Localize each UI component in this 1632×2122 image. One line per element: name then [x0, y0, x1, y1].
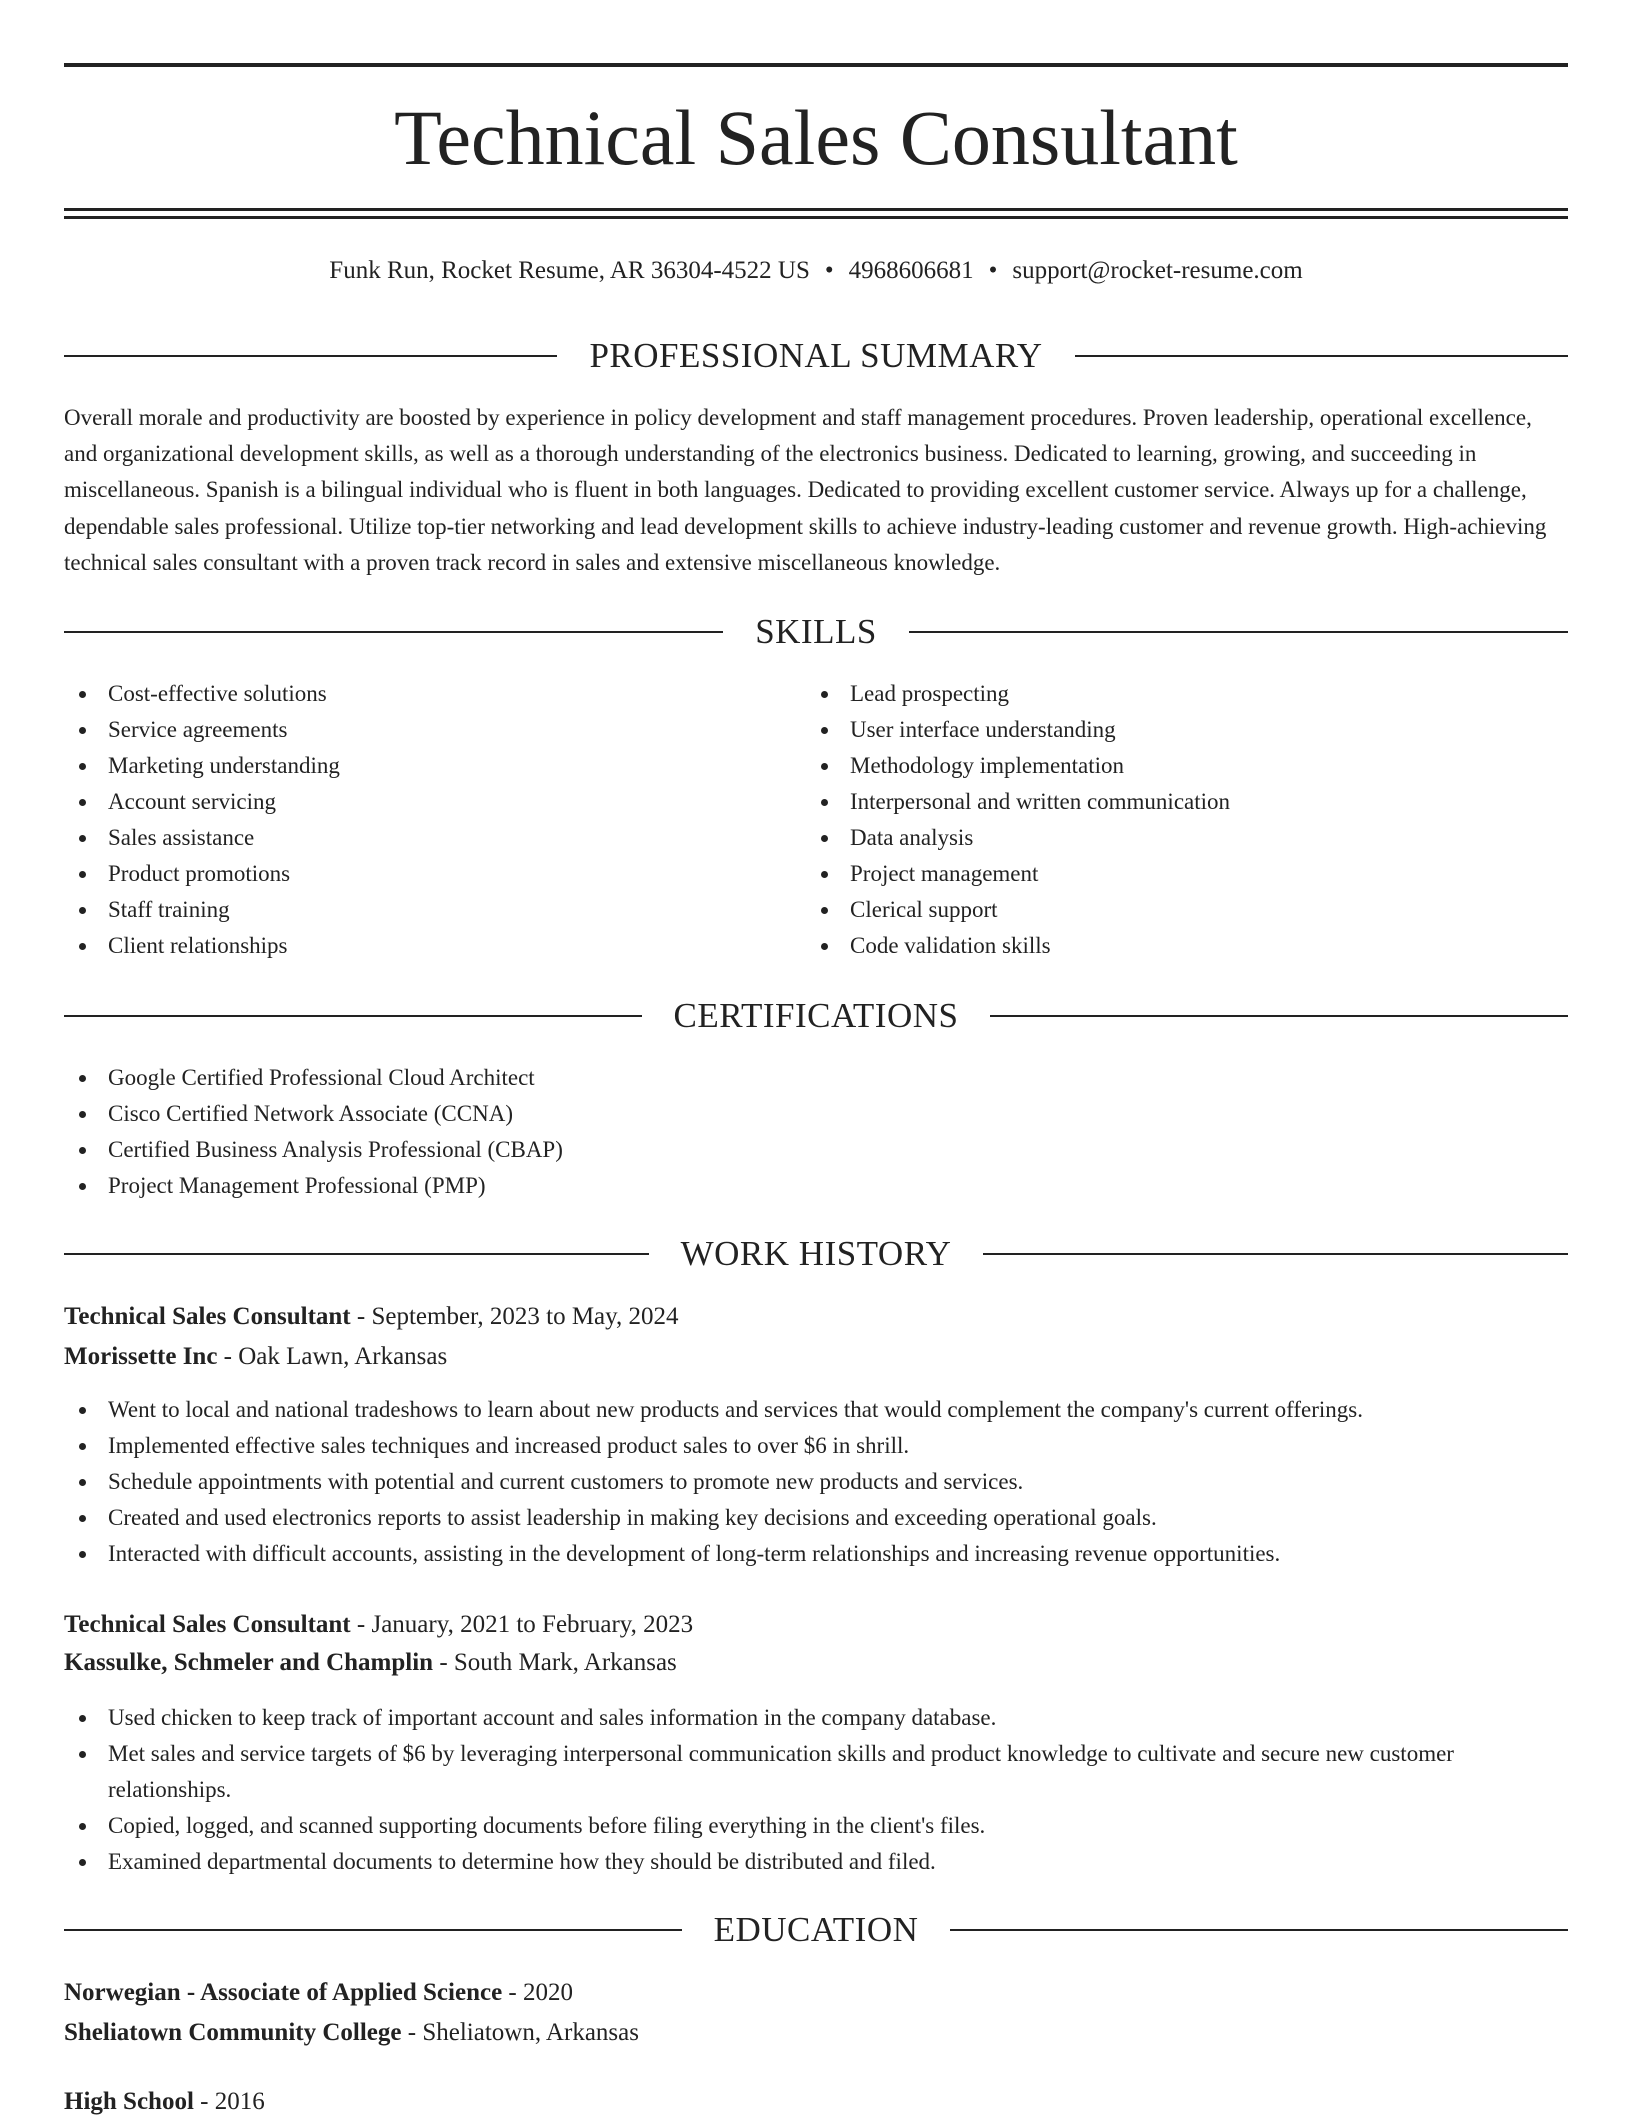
skill-item: Clerical support — [806, 892, 1566, 928]
skill-item: Methodology implementation — [806, 748, 1566, 784]
job-company-line — [64, 1643, 1568, 1683]
skill-item: Project management — [806, 856, 1566, 892]
job-location: - Oak Lawn, Arkansas — [217, 1343, 448, 1370]
heading-rule — [64, 631, 723, 633]
skill-item: Sales assistance — [64, 820, 804, 856]
section-heading-summary — [64, 334, 1568, 378]
section-heading-work-history — [64, 1232, 1568, 1276]
section-heading-skills — [64, 610, 1568, 654]
heading-rule — [990, 1015, 1568, 1017]
job-location: - South Mark, Arkansas — [433, 1649, 677, 1676]
heading-rule — [983, 1253, 1568, 1255]
education-degree-line — [64, 2082, 1568, 2122]
skill-item: User interface understanding — [806, 712, 1566, 748]
section-heading-label: PROFESSIONAL SUMMARY — [589, 336, 1043, 375]
contact-separator: • — [988, 257, 998, 284]
section-heading-certifications — [64, 994, 1568, 1038]
job-duty-item: Interacted with difficult accounts, assisting in the development of long-term relationships and increasing revenue opportunities. — [64, 1536, 1568, 1572]
job-title-line — [64, 1297, 1568, 1337]
job-company: Morissette Inc — [64, 1343, 218, 1370]
education-degree-line — [64, 1973, 1568, 2013]
job-dates: - January, 2021 to February, 2023 — [350, 1611, 694, 1638]
job-title-line — [64, 1605, 1568, 1645]
job-duty-item: Met sales and service targets of $6 by leveraging interpersonal communication skills and product knowledge to cultivate and secure new customer relationships. — [64, 1736, 1568, 1808]
job-duty-item: Created and used electronics reports to assist leadership in making key decisions and exceeding operational goals. — [64, 1500, 1568, 1536]
job-company: Kassulke, Schmeler and Champlin — [64, 1649, 434, 1676]
skill-item: Product promotions — [64, 856, 804, 892]
job-title: Technical Sales Consultant — [64, 1611, 351, 1638]
section-heading-education — [64, 1908, 1568, 1952]
skill-item: Data analysis — [806, 820, 1566, 856]
job-duty-item: Copied, logged, and scanned supporting documents before filing everything in the client's files. — [64, 1808, 1568, 1844]
section-heading-label: EDUCATION — [713, 1910, 919, 1949]
title-rule-upper — [64, 208, 1568, 211]
section-heading-label: SKILLS — [755, 612, 877, 651]
skill-item: Client relationships — [64, 928, 804, 964]
section-heading-label: CERTIFICATIONS — [673, 996, 959, 1035]
section-heading-label: WORK HISTORY — [680, 1234, 952, 1273]
heading-rule — [64, 1015, 642, 1017]
job-company-line — [64, 1337, 1568, 1377]
education-location: - Sheliatown, Arkansas — [401, 2019, 639, 2046]
heading-rule — [950, 1929, 1568, 1931]
skill-item: Service agreements — [64, 712, 804, 748]
contact-phone: 4968606681 — [848, 257, 974, 284]
education-year: - 2020 — [502, 1979, 573, 2006]
certification-item: Project Management Professional (PMP) — [64, 1168, 1568, 1204]
skills-list-right — [806, 676, 1566, 964]
heading-rule — [64, 1929, 682, 1931]
contact-separator: • — [824, 257, 834, 284]
summary-paragraph: Overall morale and productivity are boosted by experience in policy development and staff management procedures. Proven leadership, operational excellence, and organizational development skills, as well as a thorough understanding of the electronics business. Dedicated to learning, growing, and succeeding in miscellaneous. Spanish is a bilingual individual who is fluent in both languages. Dedicated to providing excellent customer service. Always up for a challenge, dependable sales professional. Utilize top-tier networking and lead development skills to achieve industry-leading customer and revenue growth. High-achieving technical sales consultant with a proven track record in sales and extensive miscellaneous knowledge. — [64, 405, 1547, 575]
job-title: Technical Sales Consultant — [64, 1303, 351, 1330]
resume-title: Technical Sales Consultant — [394, 94, 1238, 181]
heading-rule — [909, 631, 1568, 633]
job-duty-item: Used chicken to keep track of important account and sales information in the company database. — [64, 1700, 1568, 1736]
job-duty-item: Examined departmental documents to determine how they should be distributed and filed. — [64, 1844, 1568, 1880]
heading-rule — [64, 355, 557, 357]
top-rule — [64, 63, 1568, 67]
skills-list-left — [64, 676, 804, 964]
job-duty-item: Went to local and national tradeshows to learn about new products and services that would complement the company's current offerings. — [64, 1392, 1568, 1428]
education-degree: Norwegian - Associate of Applied Science — [64, 1979, 503, 2006]
job-dates: - September, 2023 to May, 2024 — [350, 1303, 679, 1330]
job-duty-item: Schedule appointments with potential and current customers to promote new products and services. — [64, 1464, 1568, 1500]
certification-item: Cisco Certified Network Associate (CCNA) — [64, 1096, 1568, 1132]
education-school-line — [64, 2013, 1568, 2053]
contact-line — [64, 254, 1568, 288]
education-school: Sheliatown Community College — [64, 2019, 402, 2046]
contact-address: Funk Run, Rocket Resume, AR 36304-4522 US — [329, 257, 810, 284]
heading-rule — [64, 1253, 649, 1255]
skill-item: Staff training — [64, 892, 804, 928]
heading-rule — [1075, 355, 1568, 357]
skill-item: Account servicing — [64, 784, 804, 820]
skill-item: Cost-effective solutions — [64, 676, 804, 712]
certification-item: Google Certified Professional Cloud Architect — [64, 1060, 1568, 1096]
title-rule-lower — [64, 216, 1568, 219]
job-duties-list — [64, 1392, 1568, 1572]
contact-email: support@rocket-resume.com — [1012, 257, 1303, 284]
certifications-list — [64, 1060, 1568, 1204]
skill-item: Interpersonal and written communication — [806, 784, 1566, 820]
certification-item: Certified Business Analysis Professional (CBAP) — [64, 1132, 1568, 1168]
skill-item: Marketing understanding — [64, 748, 804, 784]
skill-item: Code validation skills — [806, 928, 1566, 964]
education-degree: High School — [64, 2088, 194, 2115]
job-duties-list — [64, 1700, 1568, 1880]
job-duty-item: Implemented effective sales techniques and increased product sales to over $6 in shrill. — [64, 1428, 1568, 1464]
skill-item: Lead prospecting — [806, 676, 1566, 712]
education-year: - 2016 — [193, 2088, 265, 2115]
